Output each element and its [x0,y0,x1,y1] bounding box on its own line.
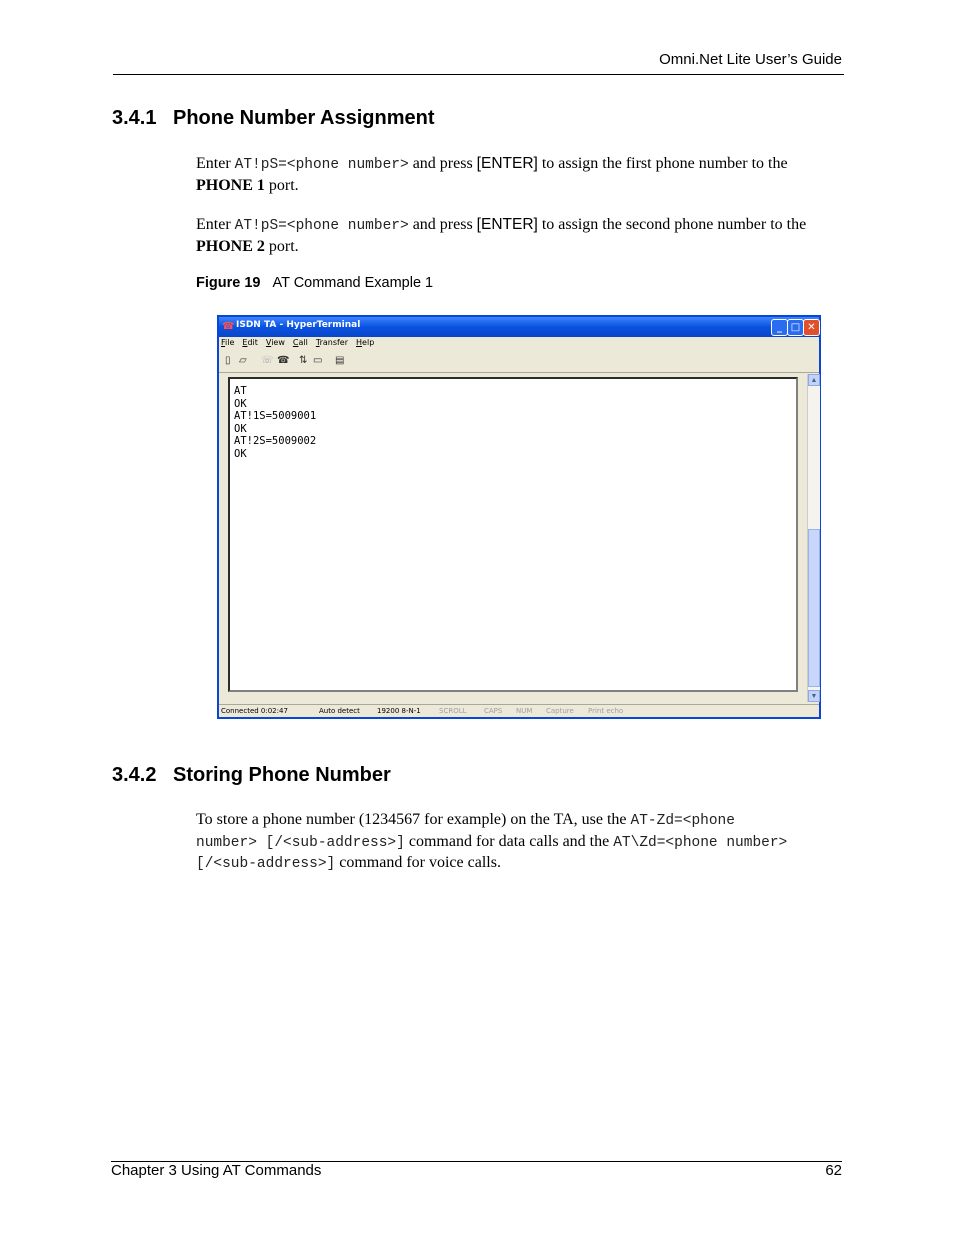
text: port. [264,176,299,194]
receive-icon[interactable]: ▭ [313,355,323,366]
hyperterminal-window [217,315,821,719]
status-num: NUM [516,707,533,715]
bold-port: PHONE 2 [196,237,265,255]
bold-port: PHONE 1 [196,176,265,194]
command-code: AT-Zd=<phone number> [/<sub-address>] [196,813,735,851]
menu-help[interactable]: Help [356,338,375,347]
section-number: 3.4.2 [112,764,157,786]
text: to assign the second phone number to the [537,216,807,233]
status-connected: Connected 0:02:47 [221,707,288,715]
text: command for voice calls. [335,854,501,871]
command-code: AT!pS=<phone number> [234,218,409,234]
header-rule [113,74,844,75]
running-header: Omni.Net Lite User’s Guide [659,51,842,68]
paragraph-phone-2 [196,215,841,257]
status-detect: Auto detect [319,707,360,715]
section-title: Storing Phone Number [173,764,391,786]
menu-bar [221,338,382,352]
close-icon[interactable]: ✕ [803,319,820,336]
status-settings: 19200 8-N-1 [377,707,421,715]
page-number: 62 [825,1162,842,1179]
minimize-icon[interactable]: _ [771,319,788,336]
menu-edit[interactable]: Edit [242,338,258,347]
terminal-line: AT!2S=5009002 [234,435,317,448]
key-label: [ENTER] [476,216,538,233]
toolbar [219,352,819,373]
text: Enter [196,216,235,233]
open-folder-icon[interactable]: ▱ [239,355,247,366]
new-file-icon[interactable]: ▯ [225,355,231,366]
text: Enter [196,155,235,172]
terminal-area[interactable] [228,377,798,692]
figure-caption [196,275,433,291]
terminal-output [234,385,316,461]
text: and press [408,216,477,233]
terminal-line: OK [234,447,247,460]
window-title: ISDN TA - HyperTerminal [236,320,361,330]
window-titlebar [219,317,819,337]
section-number: 3.4.1 [112,107,157,129]
paragraph-phone-1 [196,154,841,196]
text: and press [408,155,477,172]
scroll-thumb[interactable] [808,529,820,687]
section-heading-3-4-1 [112,107,435,130]
menu-call[interactable]: Call [292,338,308,347]
text: port. [264,237,299,255]
send-icon[interactable]: ⇅ [299,355,308,366]
section-heading-3-4-2 [112,764,391,787]
maximize-icon[interactable]: □ [787,319,804,336]
text: To store a phone number (1234567 for example) on the TA, use the [196,811,631,828]
menu-transfer[interactable]: Transfer [315,338,349,347]
status-scroll: SCROLL [439,707,467,715]
text: to assign the first phone number to the [537,155,788,172]
scroll-down-icon[interactable]: ▼ [808,690,820,702]
phone-app-icon: ☎ [222,321,235,332]
command-code: AT\Zd=<phone number> [/<sub-address>] [196,834,788,872]
disconnect-icon[interactable]: ☎ [277,355,290,366]
terminal-line: OK [234,397,247,410]
status-caps: CAPS [484,707,503,715]
menu-view[interactable]: View [265,338,285,347]
key-label: [ENTER] [476,155,538,172]
footer-chapter: Chapter 3 Using AT Commands [111,1162,322,1179]
terminal-line: AT!1S=5009001 [234,410,317,423]
status-bar [219,704,819,718]
status-capture: Capture [546,707,574,715]
terminal-line: OK [234,422,247,435]
figure-label: Figure 19 [196,275,261,291]
command-code: AT!pS=<phone number> [234,157,409,173]
status-echo: Print echo [588,707,624,715]
figure-title: AT Command Example 1 [272,275,434,291]
section-title: Phone Number Assignment [173,107,435,129]
scroll-up-icon[interactable]: ▲ [808,374,820,386]
connect-icon[interactable]: ☏ [261,355,274,366]
properties-icon[interactable]: ▤ [335,355,345,366]
menu-file[interactable]: File [221,338,235,347]
terminal-line: AT [234,385,247,397]
text: command for data calls and the [404,832,614,850]
paragraph-storing [196,810,796,875]
vertical-scrollbar[interactable] [807,374,820,702]
